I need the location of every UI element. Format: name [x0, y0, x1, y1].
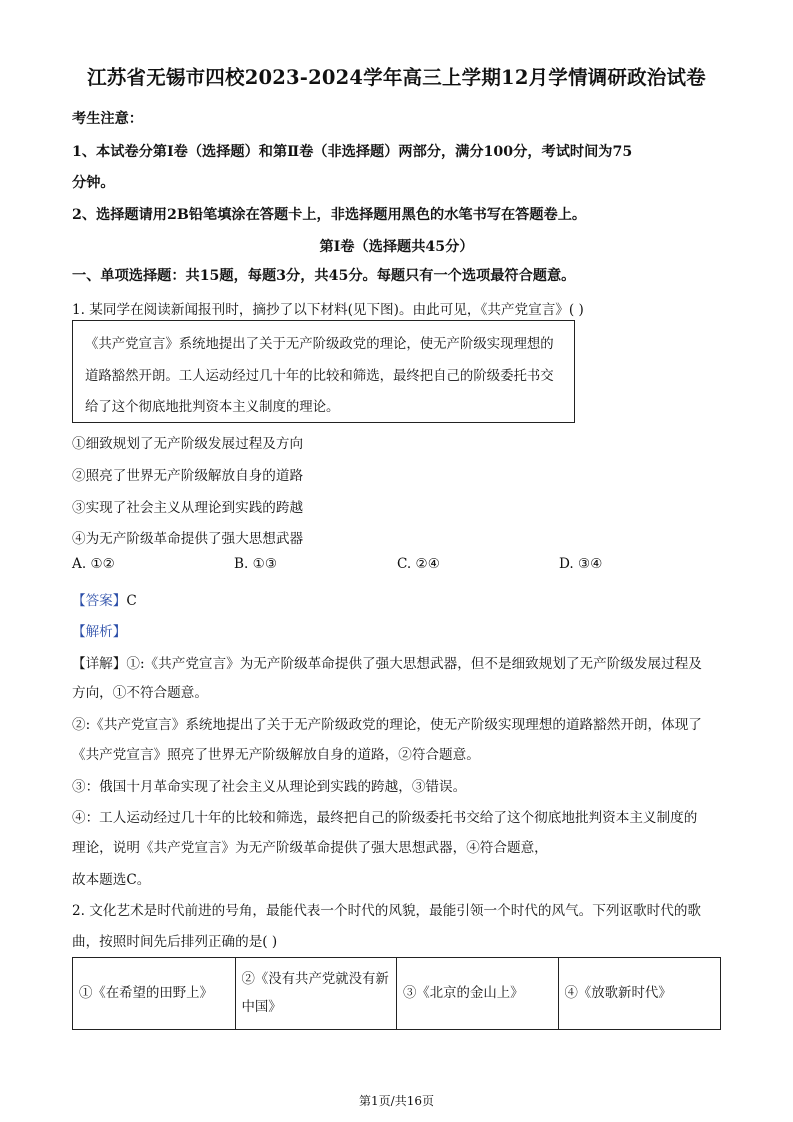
option-d: D. ③④ [559, 556, 603, 572]
notice-heading: 考生注意： [72, 111, 143, 127]
song-cell: ③《北京的金山上》 [397, 958, 559, 1029]
question-2-stem-line-2: 曲，按照时间先后排列正确的是( ) [72, 934, 278, 950]
detail-line: 【详解】①:《共产党宣言》为无产阶级革命提供了强大思想武器，但不是细致规划了无产阶级发展过程及 [72, 656, 702, 672]
detail-line: 理论，说明《共产党宣言》为无产阶级革命提供了强大思想武器，④符合题意， [72, 840, 548, 856]
question-2-song-table [72, 957, 721, 1030]
detail-line: ③：俄国十月革命实现了社会主义从理论到实践的跨越，③错误。 [72, 779, 467, 795]
detail-line: 方向，①不符合题意。 [72, 685, 208, 701]
question-2-stem-line-1: 2. 文化艺术是时代前进的号角，最能代表一个时代的风貌，最能引领一个时代的风气。下列讴歌时代的歌 [72, 903, 702, 919]
song-cell: ④《放歌新时代》 [564, 985, 672, 1001]
detail-line: 故本题选C。 [72, 872, 151, 888]
option-c: C. ②④ [397, 556, 440, 572]
statement-1: ①细致规划了无产阶级发展过程及方向 [72, 436, 304, 452]
option-a: A. ①② [72, 556, 115, 572]
exam-title: 江苏省无锡市四校2023-2024学年高三上学期12月学情调研政治试卷 [87, 66, 706, 89]
option-b: B. ①③ [234, 556, 278, 572]
detail-line: ②:《共产党宣言》系统地提出了关于无产阶级政党的理论，使无产阶级实现理想的道路豁然开朗，体现了 [72, 717, 702, 733]
question-1-material-box [72, 320, 575, 423]
part-title: 第Ⅰ卷（选择题共45分） [319, 239, 474, 255]
song-cell: ②《没有共产党就没有新中国》 [236, 958, 398, 1029]
answer-value: C [126, 593, 137, 609]
material-line: 道路豁然开朗。工人运动经过几十年的比较和筛选，最终把自己的阶级委托书交 [85, 369, 554, 384]
material-line: 给了这个彻底地批判资本主义制度的理论。 [85, 400, 340, 415]
statement-3: ③实现了社会主义从理论到实践的跨越 [72, 500, 304, 516]
material-line: 《共产党宣言》系统地提出了关于无产阶级政党的理论，使无产阶级实现理想的 [85, 337, 554, 352]
notice-item-1-line-1: 1、本试卷分第Ⅰ卷（选择题）和第Ⅱ卷（非选择题）两部分，满分100分，考试时间为75 [72, 144, 633, 160]
statement-4: ④为无产阶级革命提供了强大思想武器 [72, 531, 304, 547]
analysis-tag: 【解析】 [72, 624, 127, 640]
song-cell: ①《在希望的田野上》 [73, 958, 236, 1029]
section-title: 一、单项选择题：共15题，每题3分，共45分。每题只有一个选项最符合题意。 [72, 268, 576, 284]
notice-item-2: 2、选择题请用2B铅笔填涂在答题卡上，非选择题用黑色的水笔书写在答题卷上。 [72, 207, 587, 223]
detail-line: 《共产党宣言》照亮了世界无产阶级解放自身的道路，②符合题意。 [72, 747, 480, 763]
answer-tag: 【答案】 [72, 593, 127, 609]
answer-line [72, 589, 137, 609]
statement-2: ②照亮了世界无产阶级解放自身的道路 [72, 468, 304, 484]
question-1-stem: 1. 某同学在阅读新闻报刊时，摘抄了以下材料(见下图)。由此可见，《共产党宣言》( ) [72, 302, 584, 318]
page-number: 第1页/共16页 [359, 1094, 434, 1108]
notice-item-1-line-2: 分钟。 [72, 175, 115, 191]
detail-line: ④：工人运动经过几十年的比较和筛选，最终把自己的阶级委托书交给了这个彻底地批判资本主义制度的 [72, 810, 698, 826]
